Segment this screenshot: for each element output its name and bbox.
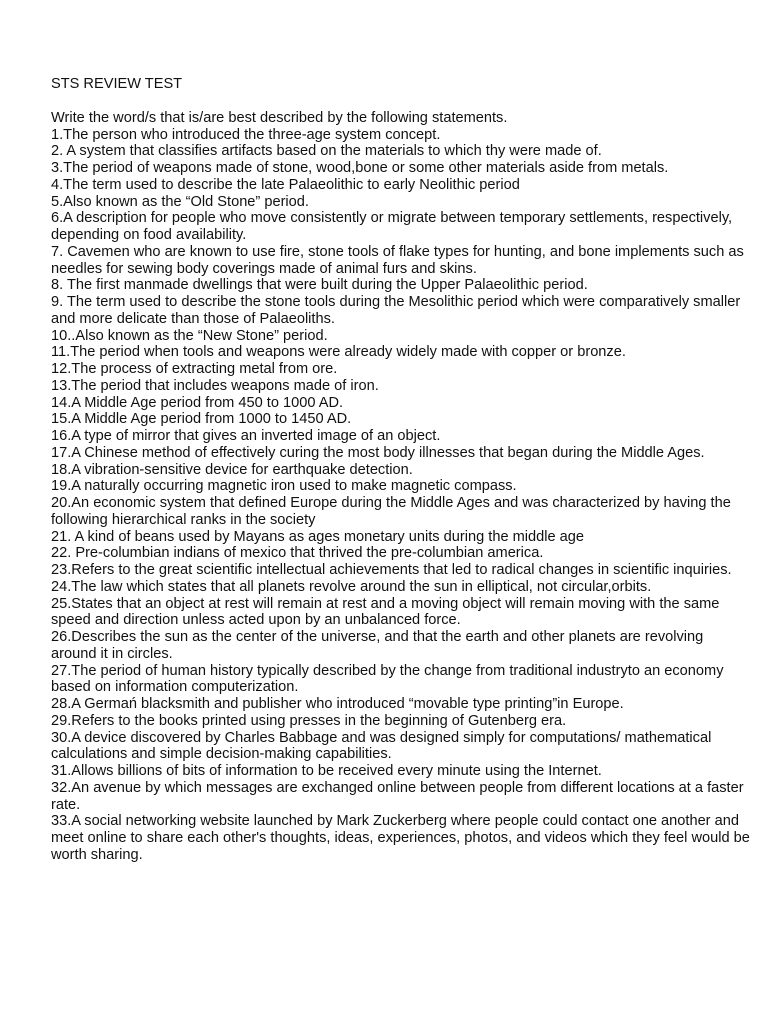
document-body: [51, 76, 751, 864]
question-item: 5.Also known as the “Old Stone” period.: [51, 193, 309, 210]
question-item: 7. Cavemen who are known to use fire, stone tools of flake types for hunting, and bone implements such as needles for sewing body coverings made of animal furs and skins.: [51, 243, 744, 277]
question-item: 4.The term used to describe the late Palaeolithic to early Neolithic period: [51, 176, 520, 193]
question-item: 14.A Middle Age period from 450 to 1000 AD.: [51, 394, 344, 411]
question-item: 8. The first manmade dwellings that were built during the Upper Palaeolithic period.: [51, 277, 588, 294]
document-title: STS REVIEW TEST: [51, 76, 183, 92]
question-item: 16.A type of mirror that gives an inverted image of an object.: [51, 428, 441, 444]
question-item: 12.The process of extracting metal from ore.: [51, 361, 338, 377]
question-item: 33.A social networking website launched by Mark Zuckerberg where people could contact one another and meet online to share each other's thoughts, ideas, experiences, photos, and videos which they feel would be worth sharing.: [51, 813, 750, 863]
question-item: 24.The law which states that all planets revolve around the sun in elliptical, not circular,orbits.: [51, 578, 652, 595]
question-item: 29.Refers to the books printed using presses in the beginning of Gutenberg era.: [51, 712, 567, 729]
question-item: 2. A system that classifies artifacts based on the materials to which thy were made of.: [51, 143, 602, 160]
question-item: 26.Describes the sun as the center of the universe, and that the earth and other planets are revolving around it in circles.: [51, 629, 704, 662]
question-item: 11.The period when tools and weapons were already widely made with copper or bronze.: [51, 344, 626, 361]
question-item: 9. The term used to describe the stone tools during the Mesolithic period which were comparatively smaller and more delicate than those of Palaeoliths.: [51, 294, 741, 327]
question-item: 18.A vibration-sensitive device for earthquake detection.: [51, 461, 413, 478]
question-item: 27.The period of human history typically described by the change from traditional industryto an economy based on information computerization.: [51, 662, 724, 696]
question-item: 32.An avenue by which messages are exchanged online between people from different locations at a faster rate.: [51, 779, 744, 813]
question-item: 22. Pre-columbian indians of mexico that thrived the pre-columbian america.: [51, 545, 544, 562]
question-item: 28.A Germań blacksmith and publisher who introduced “movable type printing”in Europe.: [51, 696, 624, 712]
question-item: 20.An economic system that defined Europe during the Middle Ages and was characterized by having the following hierarchical ranks in the society: [51, 495, 731, 528]
question-item: 1.The person who introduced the three-age system concept.: [51, 126, 441, 143]
question-item: 25.States that an object at rest will remain at rest and a moving object will remain moving with the same speed and direction unless acted upon by an unbalanced force.: [51, 595, 720, 629]
question-item: 30.A device discovered by Charles Babbage and was designed simply for computations/ mathematical calculations and simple decision-making capabilities.: [51, 729, 712, 763]
question-item: 19.A naturally occurring magnetic iron used to make magnetic compass.: [51, 478, 517, 495]
question-item: 15.A Middle Age period from 1000 to 1450 AD.: [51, 411, 352, 428]
question-item: 10..Also known as the “New Stone” period.: [51, 327, 328, 344]
question-item: 23.Refers to the great scientific intellectual achievements that led to radical changes in scientific inquiries.: [51, 562, 732, 578]
question-list: [51, 127, 751, 864]
question-item: 3.The period of weapons made of stone, wood,bone or some other materials aside from metals.: [51, 160, 669, 176]
instructions: Write the word/s that is/are best described by the following statements.: [51, 109, 508, 126]
question-item: 21. A kind of beans used by Mayans as ages monetary units during the middle age: [51, 528, 585, 545]
question-item: 17.A Chinese method of effectively curing the most body illnesses that began during the Middle Ages.: [51, 444, 705, 461]
question-item: 31.Allows billions of bits of information to be received every minute using the Internet.: [51, 763, 602, 779]
question-item: 6.A description for people who move consistently or migrate between temporary settlements, respectively, depending on food availability.: [51, 210, 733, 243]
question-item: 13.The period that includes weapons made of iron.: [51, 377, 379, 394]
